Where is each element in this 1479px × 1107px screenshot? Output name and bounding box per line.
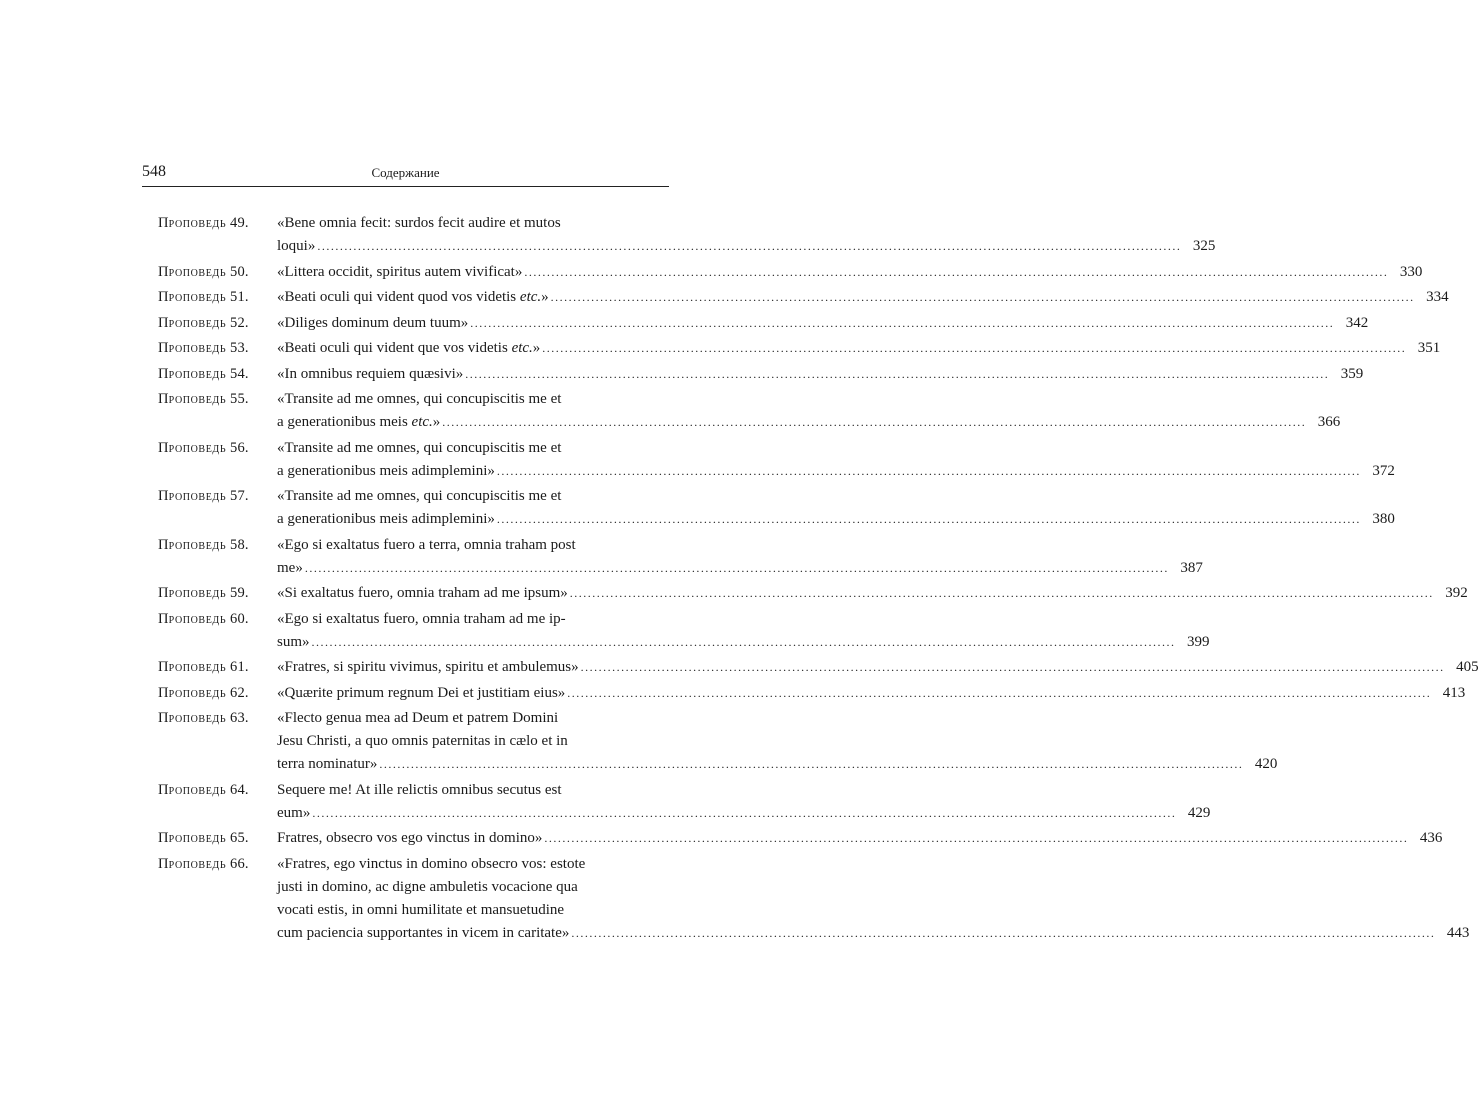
toc-entry-label: Проповедь 54. [158,365,249,382]
toc-entry-title-line: «Diliges dominum deum tuum» [277,314,469,331]
toc-entry-title-line: «Transite ad me omnes, qui concupiscitis me et [277,391,562,407]
toc-entry-title [277,437,1395,483]
toc-entry-title-line: justi in domino, ac digne ambuletis vocacione qua [277,878,578,895]
toc-entry-page-number: 387 [1180,559,1203,576]
toc-entry-last-line [277,286,1449,309]
toc-entry-title [277,388,1340,434]
toc-entry-last-line [277,656,1479,679]
toc-entry-label: Проповедь 52. [158,314,249,331]
toc-entry-title [277,582,1468,605]
toc-entry-last-line [277,235,1215,258]
toc-entry-label: Проповедь 60. [158,610,249,627]
toc-entry [158,608,1210,654]
toc-entry-page-number: 413 [1442,684,1466,701]
toc-entry-title [277,853,1469,945]
toc-entry [158,363,1364,386]
toc-entry-title-line: «Beati oculi qui vident quod vos videtis etc.» [277,289,549,305]
page-header [142,162,669,187]
toc-entry-title-line: «Transite ad me omnes, qui concupiscitis me et [277,439,562,456]
toc-entry-title-line: a generationibus meis adimplemini» [277,462,495,479]
toc-entry-title-line: me» [277,559,303,576]
toc-entry-title-line: «Fratres, si spiritu vivimus, spiritu et ambulemus» [277,659,579,675]
toc-entry-page-number: 443 [1446,924,1470,941]
toc-entry [158,707,1278,776]
toc-entry [158,286,1449,309]
toc-entry-last-line [277,753,1277,776]
toc-entry-page-number: 372 [1372,462,1395,479]
dot-leader [524,261,1388,284]
toc-entry [158,388,1341,434]
toc-entry-last-line [277,411,1340,434]
running-title: Содержание [371,165,440,180]
toc-entry [158,827,1443,850]
toc-entry-title-line: «Bene omnia fecit: surdos fecit audire et mutos [277,215,561,231]
toc-entry-title [277,682,1465,705]
table-of-contents [158,212,1479,947]
dot-leader [581,656,1445,679]
toc-entry-title-line: «Littera occidit, spiritus autem vivificat» [277,263,523,280]
toc-entry-title-line: Fratres, obsecro vos ego vinctus in domino» [277,830,543,846]
toc-entry-last-line [277,557,1203,580]
toc-entry-label: Проповедь 63. [158,710,249,726]
toc-entry-title-line: loqui» [277,238,316,254]
toc-entry-label: Проповедь 64. [158,781,249,798]
toc-entry-title-line: eum» [277,804,311,821]
toc-entry-title-line: Sequere me! At ille relictis omnibus secutus est [277,781,562,798]
toc-entry [158,212,1216,258]
toc-entry-title-line: sum» [277,633,310,650]
toc-entry-title [277,485,1395,531]
toc-entry-last-line [277,827,1442,850]
toc-entry-title [277,312,1368,335]
dot-leader [551,286,1415,309]
toc-entry-title [277,827,1442,850]
toc-entry-label: Проповедь 55. [158,391,249,407]
toc-entry-last-line [277,582,1468,605]
dot-leader [305,557,1169,580]
toc-entry-title-line: «In omnibus requiem quæsivi» [277,365,464,382]
toc-entry-title-line: Jesu Christi, a quo omnis paternitas in cælo et in [277,733,568,749]
toc-entry [158,337,1441,360]
toc-entry-page-number: 420 [1254,756,1278,772]
toc-entry-title-line: cum paciencia supportantes in vicem in caritate» [277,924,570,941]
toc-entry-label: Проповедь 51. [158,289,249,305]
toc-entry-page-number: 392 [1445,585,1468,601]
toc-entry-page-number: 399 [1187,633,1210,650]
toc-entry-page-number: 351 [1417,340,1441,356]
toc-entry-page-number: 359 [1340,365,1364,382]
toc-entry-title [277,707,1277,776]
toc-entry-title-line: «Transite ad me omnes, qui concupiscitis me et [277,488,562,504]
toc-entry-title-line: «Quærite primum regnum Dei et justitiam eius» [277,684,566,701]
dot-leader [567,682,1431,705]
toc-entry-label: Проповедь 58. [158,536,249,553]
toc-entry [158,534,1203,580]
toc-entry-title-line: a generationibus meis etc.» [277,414,441,430]
toc-entry-last-line [277,802,1210,825]
toc-entry [158,485,1395,531]
toc-entry-title [277,779,1210,825]
toc-entry-page-number: 380 [1372,511,1395,527]
toc-entry-title [277,212,1215,258]
dot-leader [312,631,1176,654]
dot-leader [571,922,1435,945]
dot-leader [442,411,1306,434]
toc-entry-last-line [277,460,1395,483]
toc-entry-label: Проповедь 50. [158,263,249,280]
toc-entry [158,582,1468,605]
dot-leader [542,337,1406,360]
toc-entry [158,437,1395,483]
toc-entry-page-number: 429 [1187,804,1211,821]
dot-leader [317,235,1181,258]
toc-entry-title [277,656,1479,679]
toc-entry-page-number: 436 [1419,830,1443,846]
toc-entry-title-line: «Ego si exaltatus fuero a terra, omnia traham post [277,536,576,553]
toc-entry [158,261,1423,284]
toc-entry-label: Проповедь 57. [158,488,249,504]
toc-entry [158,312,1369,335]
toc-entry-page-number: 330 [1399,263,1423,280]
toc-entry-page-number: 325 [1192,238,1216,254]
toc-entry-title [277,608,1210,654]
dot-leader [312,802,1176,825]
toc-entry-title [277,286,1449,309]
toc-entry-title-line: «Fratres, ego vinctus in domino obsecro vos: estote [277,855,586,872]
toc-entry-title [277,534,1203,580]
page-number: 548 [142,163,166,180]
toc-entry-title [277,337,1440,360]
toc-entry-label: Проповедь 53. [158,340,249,356]
dot-leader [465,363,1329,386]
dot-leader [379,753,1243,776]
toc-entry-label: Проповедь 65. [158,830,249,846]
toc-entry-page-number: 342 [1345,314,1369,331]
toc-entry-title-line: «Si exaltatus fuero, omnia traham ad me ipsum» [277,585,568,601]
toc-entry-last-line [277,631,1210,654]
toc-entry [158,682,1466,705]
toc-entry-page-number: 405 [1456,659,1479,675]
toc-entry-label: Проповедь 59. [158,585,249,601]
toc-entry [158,853,1470,945]
toc-entry-last-line [277,337,1440,360]
dot-leader [497,508,1361,531]
toc-entry-last-line [277,508,1395,531]
toc-entry [158,779,1211,825]
toc-entry-last-line [277,312,1368,335]
dot-leader [570,582,1434,605]
toc-entry-page-number: 366 [1317,414,1341,430]
toc-entry-label: Проповедь 62. [158,684,249,701]
toc-entry-title-line: vocati estis, in omni humilitate et mansuetudine [277,901,565,918]
toc-entry-last-line [277,363,1363,386]
toc-entry-label: Проповедь 49. [158,215,249,231]
toc-entry-title-line: «Flecto genua mea ad Deum et patrem Domini [277,710,559,726]
toc-entry-last-line [277,261,1422,284]
toc-entry-label: Проповедь 61. [158,659,249,675]
toc-entry-label: Проповедь 56. [158,439,249,456]
toc-entry-title-line: «Ego si exaltatus fuero, omnia traham ad me ip- [277,610,566,627]
toc-entry-page-number: 334 [1426,289,1449,305]
dot-leader [497,460,1361,483]
toc-entry-title-line: «Beati oculi qui vident que vos videtis etc.» [277,340,541,356]
toc-entry-last-line [277,682,1465,705]
toc-entry-title [277,363,1363,386]
toc-entry [158,656,1479,679]
toc-entry-title-line: a generationibus meis adimplemini» [277,511,495,527]
dot-leader [470,312,1334,335]
toc-entry-title-line: terra nominatur» [277,756,378,772]
dot-leader [544,827,1408,850]
toc-entry-last-line [277,922,1469,945]
toc-entry-title [277,261,1422,284]
toc-entry-label: Проповедь 66. [158,855,249,872]
